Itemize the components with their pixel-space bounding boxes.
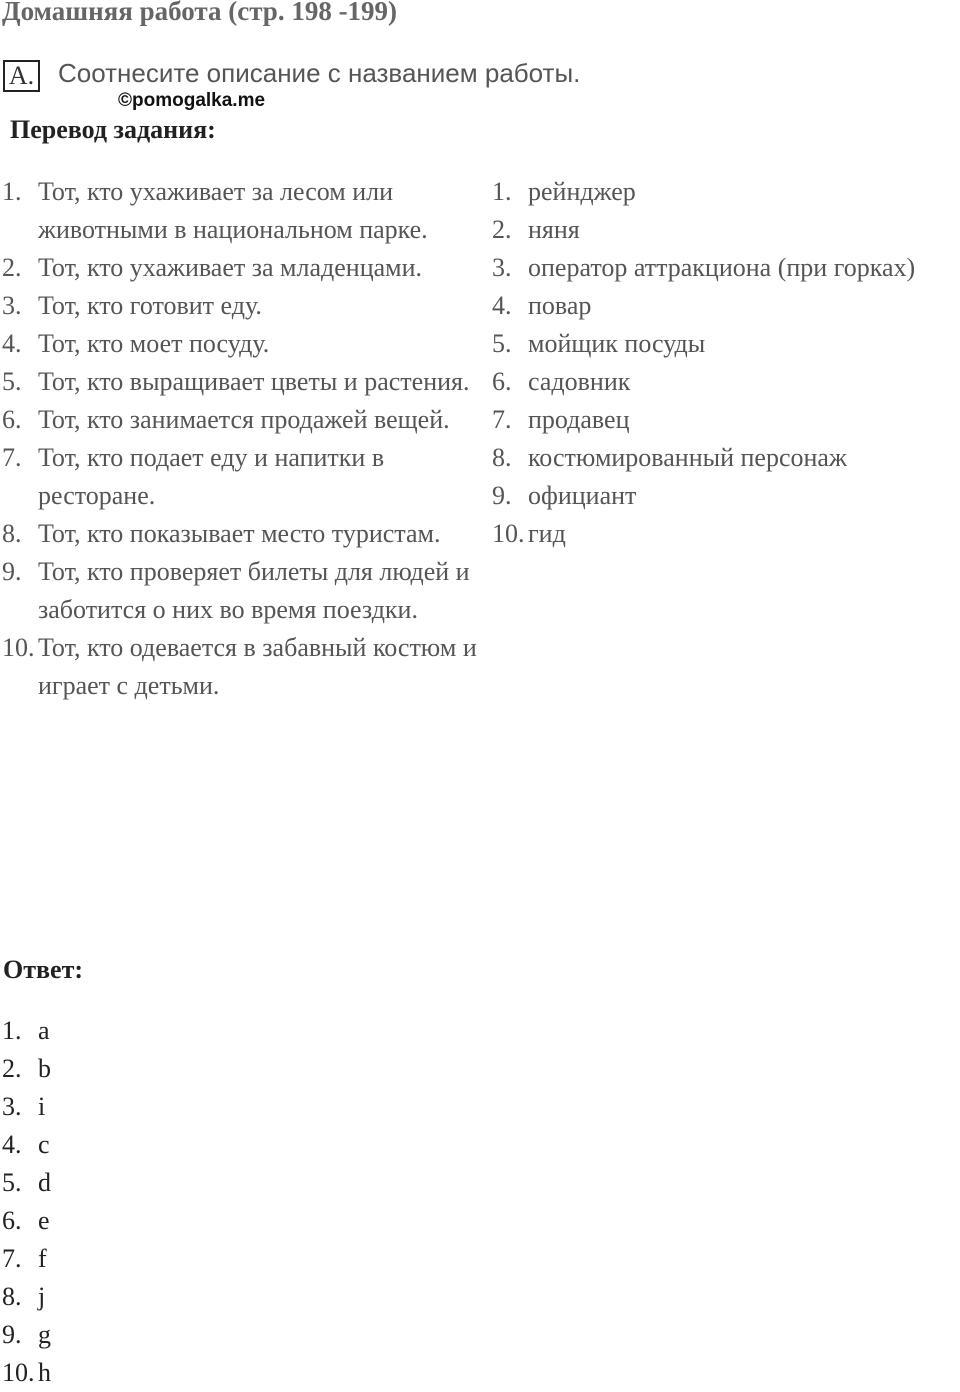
item-number: 2.	[492, 215, 512, 244]
item-text: Тот, кто показывает место туристам.	[38, 519, 441, 548]
list-item	[2, 363, 477, 401]
item-number: 9.	[2, 557, 22, 586]
item-number: 1.	[2, 177, 22, 206]
list-item	[492, 363, 960, 401]
list-item	[492, 211, 960, 249]
item-text: j	[38, 1282, 46, 1311]
list-item	[2, 173, 477, 249]
item-text: c	[38, 1130, 50, 1159]
item-text: h	[38, 1358, 51, 1387]
item-text: f	[38, 1244, 47, 1273]
item-number: 10.	[2, 633, 35, 662]
item-text: b	[38, 1054, 51, 1083]
item-number: 7.	[2, 443, 22, 472]
item-number: 7.	[2, 1244, 22, 1273]
item-text: Тот, кто подает еду и напитки в ресторане.	[38, 443, 385, 510]
item-text: a	[38, 1016, 50, 1045]
item-text: d	[38, 1168, 51, 1197]
item-number: 7.	[492, 405, 512, 434]
item-number: 5.	[492, 329, 512, 358]
list-item	[492, 325, 960, 363]
list-item	[2, 249, 477, 287]
item-number: 9.	[492, 481, 512, 510]
item-text: e	[38, 1206, 50, 1235]
item-number: 6.	[492, 367, 512, 396]
item-number: 9.	[2, 1320, 22, 1349]
item-number: 4.	[492, 291, 512, 320]
item-number: 4.	[2, 329, 22, 358]
item-number: 1.	[2, 1016, 22, 1045]
item-number: 3.	[492, 253, 512, 282]
list-item	[492, 287, 960, 325]
list-item	[2, 439, 477, 515]
translation-heading: Перевод задания:	[10, 115, 216, 144]
list-item	[2, 287, 477, 325]
list-item	[492, 249, 960, 287]
list-item	[2, 1202, 202, 1240]
item-text: Тот, кто выращивает цветы и растения.	[38, 367, 470, 396]
item-number: 5.	[2, 367, 22, 396]
item-text: продавец	[528, 405, 630, 434]
item-text: официант	[528, 481, 637, 510]
item-number: 5.	[2, 1168, 22, 1197]
item-text: Тот, кто проверяет билеты для людей и заботится о них во время поездки.	[38, 557, 470, 624]
list-item	[2, 1278, 202, 1316]
item-text: гид	[528, 519, 566, 548]
item-number: 2.	[2, 1054, 22, 1083]
task-instruction: Соотнесите описание с названием работы.	[58, 58, 581, 88]
list-item	[2, 401, 477, 439]
list-item	[2, 553, 477, 629]
list-item	[492, 439, 960, 477]
list-item	[2, 629, 477, 705]
list-item	[2, 1012, 202, 1050]
item-text: костюмированный персонаж	[528, 443, 847, 472]
item-text: мойщик посуды	[528, 329, 706, 358]
item-number: 4.	[2, 1130, 22, 1159]
item-number: 1.	[492, 177, 512, 206]
item-text: g	[38, 1320, 51, 1349]
item-text: Тот, кто ухаживает за младенцами.	[38, 253, 423, 282]
item-text: Тот, кто одевается в забавный костюм и играет с детьми.	[38, 633, 477, 700]
list-item	[492, 401, 960, 439]
item-text: повар	[528, 291, 592, 320]
list-item	[2, 1126, 202, 1164]
item-number: 8.	[492, 443, 512, 472]
answer-heading: Ответ:	[3, 955, 84, 984]
item-number: 6.	[2, 1206, 22, 1235]
item-text: садовник	[528, 367, 631, 396]
list-item	[2, 325, 477, 363]
item-text: Тот, кто готовит еду.	[38, 291, 262, 320]
page-title: Домашняя работа (стр. 198 -199)	[2, 0, 398, 26]
task-letter-box: A.	[3, 60, 40, 92]
item-text: няня	[528, 215, 580, 244]
list-item	[2, 1240, 202, 1278]
list-item	[2, 1164, 202, 1202]
item-number: 8.	[2, 519, 22, 548]
list-item	[2, 1088, 202, 1126]
list-item	[492, 515, 960, 553]
item-number: 8.	[2, 1282, 22, 1311]
item-number: 3.	[2, 1092, 22, 1121]
list-item	[2, 515, 477, 553]
item-number: 10.	[492, 519, 525, 548]
item-text: Тот, кто моет посуду.	[38, 329, 270, 358]
watermark: ©pomogalka.me	[118, 90, 266, 111]
item-number: 2.	[2, 253, 22, 282]
item-number: 10.	[2, 1358, 35, 1387]
answer-list	[2, 1012, 202, 1392]
item-text: i	[38, 1092, 46, 1121]
list-item	[492, 477, 960, 515]
list-item	[2, 1050, 202, 1088]
item-text: рейнджер	[528, 177, 636, 206]
item-number: 6.	[2, 405, 22, 434]
job-list	[492, 173, 960, 553]
list-item	[2, 1316, 202, 1354]
list-item	[492, 173, 960, 211]
item-number: 3.	[2, 291, 22, 320]
item-text: оператор аттракциона (при горках)	[528, 253, 916, 282]
list-item	[2, 1354, 202, 1392]
item-text: Тот, кто ухаживает за лесом или животными в национальном парке.	[38, 177, 428, 244]
description-list	[2, 173, 477, 705]
item-text: Тот, кто занимается продажей вещей.	[38, 405, 450, 434]
